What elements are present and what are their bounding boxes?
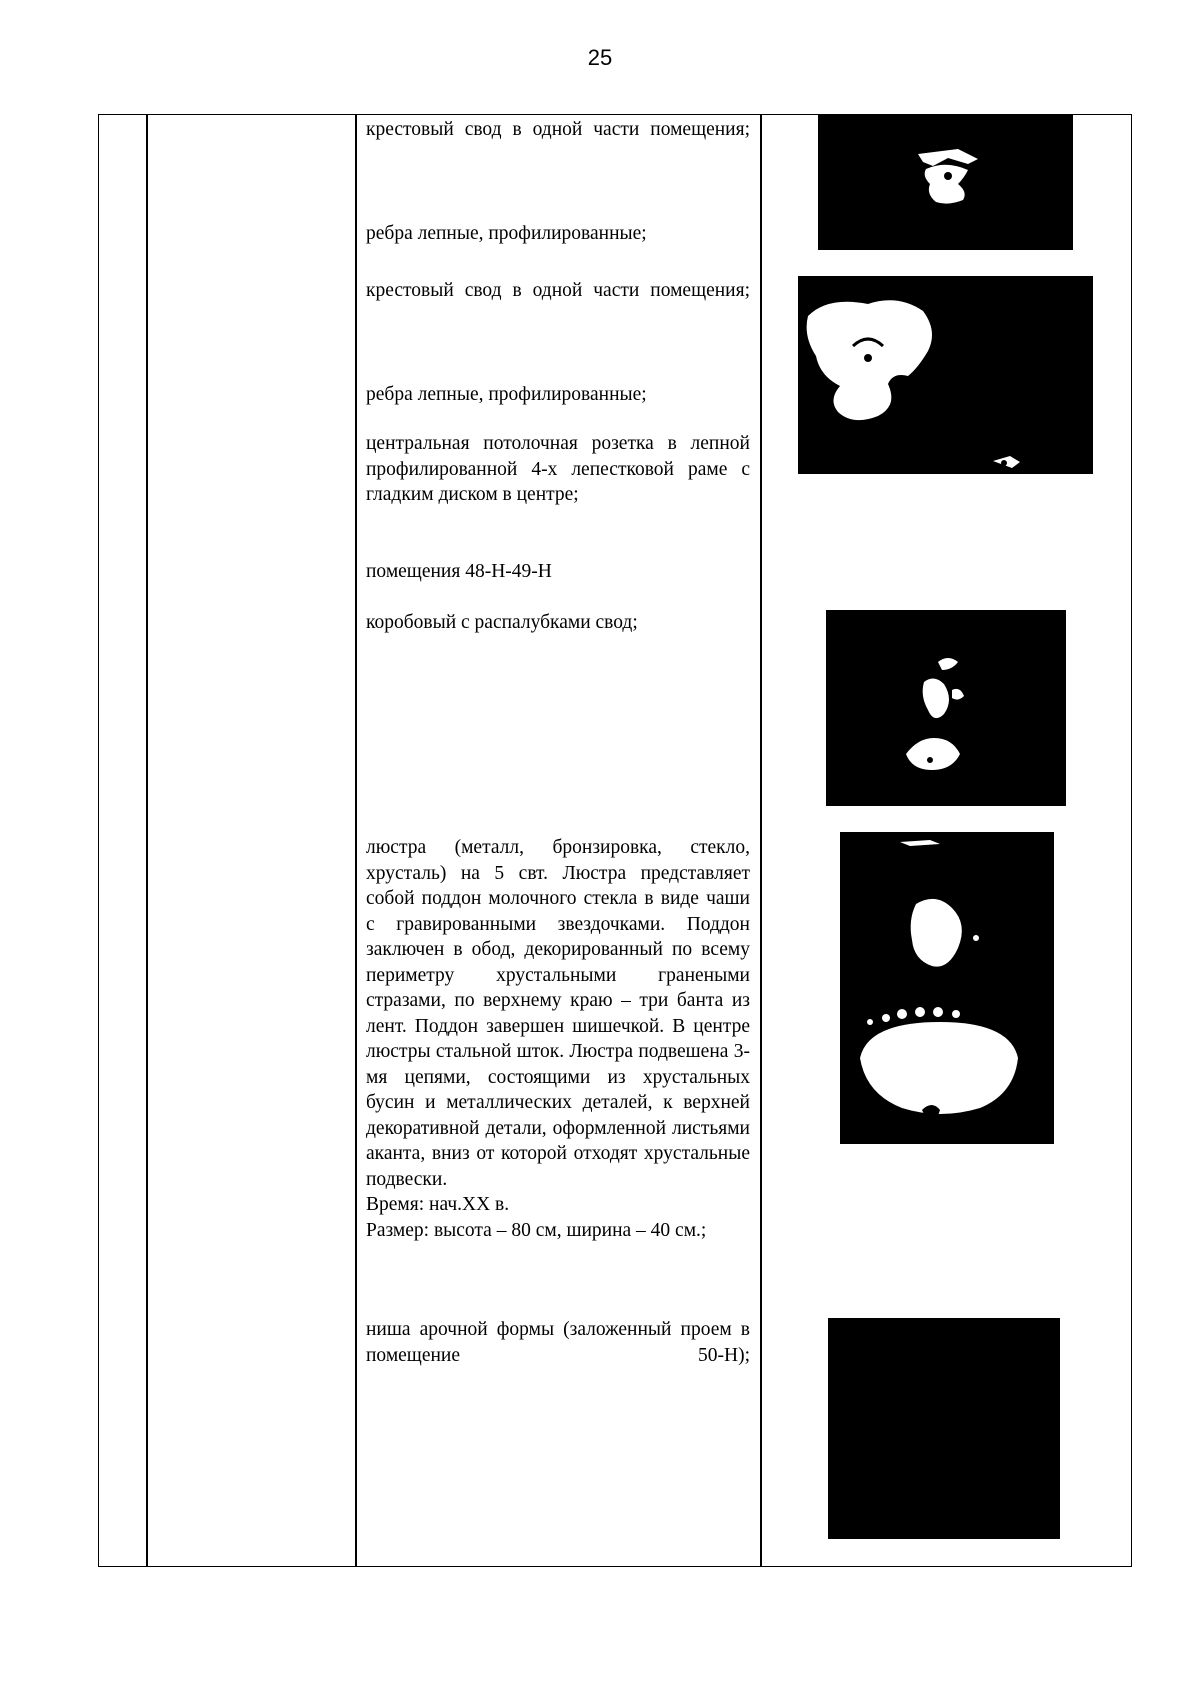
entry-ribs-2: ребра лепные, профилированные; <box>366 384 647 405</box>
entry-ceiling-rosette: центральная потолочная розетка в лепной профилированной 4-х лепестковой раме с гладким диском в центре; <box>366 433 750 505</box>
chandelier-time: Время: нач.XX в. <box>366 1194 510 1215</box>
column-divider-3 <box>760 114 762 1567</box>
column-divider-2 <box>355 114 357 1567</box>
entry-cross-vault-2: крестовый свод в одной части помещения; <box>366 280 750 301</box>
page-number: 25 <box>587 45 613 70</box>
entry-ribs-1: ребра лепные, профилированные; <box>366 223 647 244</box>
column-divider-1 <box>146 114 148 1567</box>
entry-arched-niche: ниша арочной формы (заложенный проем в помещение 50-Н); <box>366 1319 750 1366</box>
cross-vault-photo <box>798 276 1093 474</box>
entry-chandelier <box>366 835 750 1243</box>
entry-rooms-heading: помещения 48-Н-49-Н <box>366 561 552 582</box>
chandelier-description: люстра (металл, бронзировка, стекло, хрусталь) на 5 свт. Люстра представляет собой поддон молочного стекла в виде чаши с гравированными звездочками. Поддон заключен в обод, декорированный по всему периметру хрустальными гранеными стразами, по верхнему краю – три банта из лент. Поддон завершен шишечкой. В центре люстры стальной шток. Люстра подвешена 3-мя цепями, состоящими из хрустальных бусин и металлических деталей, к верхней декоративной детали, оформленной листьями аканта, вниз от которой отходят хрустальные подвески. <box>366 837 750 1190</box>
entry-cross-vault-1: крестовый свод в одной части помещения; <box>366 119 750 140</box>
vault-with-chandelier-photo <box>826 610 1066 806</box>
entry-box-vault: коробовый с распалубками свод; <box>366 612 638 633</box>
arched-niche-photo <box>828 1318 1060 1539</box>
chandelier-photo <box>840 832 1054 1144</box>
chandelier-size: Размер: высота – 80 см, ширина – 40 см.; <box>366 1219 707 1241</box>
ceiling-rosette-photo <box>818 114 1073 250</box>
